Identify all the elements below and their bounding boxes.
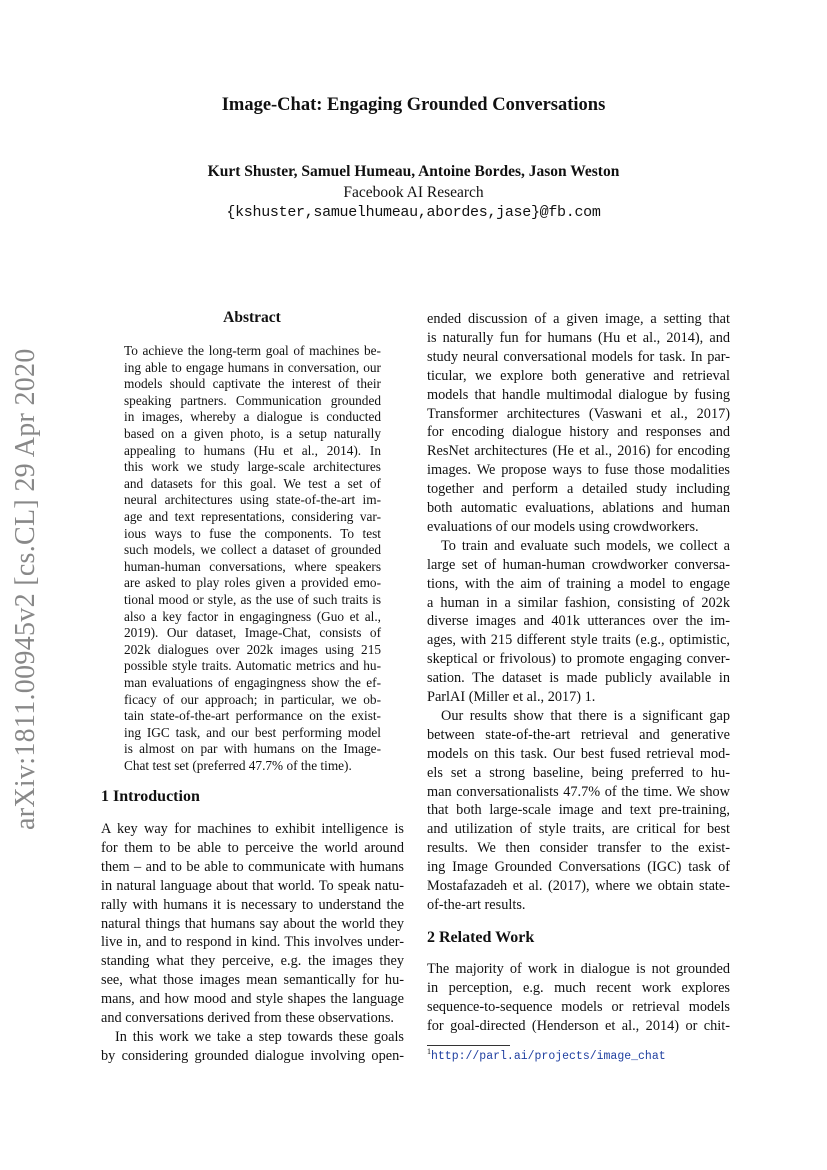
- author-emails: {kshuster,samuelhumeau,abordes,jase}@fb.com: [226, 204, 601, 221]
- right-column-line: models on this task. Our best fused retrieval mod-: [427, 745, 730, 762]
- abstract-line: such models, we collect a dataset of grounded: [124, 542, 381, 558]
- right-column-line: Mostafazadeh et al. (2017), where we obtain state-: [427, 878, 730, 894]
- right-column-line: both automatic evaluations, ablations and human: [427, 500, 730, 516]
- related-work-line: in perception, e.g. much recent work explores: [427, 979, 730, 996]
- abstract-line: are asked to play roles given a provided emo-: [124, 575, 381, 591]
- introduction-line: for them to be able to perceive the world around: [101, 839, 404, 856]
- introduction-line: and conversations derived from these observations.: [101, 1010, 395, 1026]
- abstract-line: age and text representations, considering var-: [124, 509, 381, 524]
- right-column-line: and utilization of style traits, are critical for best: [427, 821, 730, 838]
- author-list: Kurt Shuster, Samuel Humeau, Antoine Bordes, Jason Weston: [207, 163, 620, 180]
- right-column-line: a human in a similar fashion, consisting of 202k: [427, 594, 730, 611]
- introduction-line: rally with humans it is necessary to understand the: [101, 896, 404, 913]
- right-column-line: ing Image Grounded Conversations (IGC) task of: [427, 859, 730, 876]
- right-column-line: results. We then consider transfer to the exist-: [427, 840, 730, 857]
- abstract-line: ing able to engage humans in conversation, our: [124, 359, 381, 375]
- abstract-line: ious ways to fuse the components. To test: [124, 525, 381, 541]
- abstract-line: tain state-of-the-art performance on the exist-: [124, 708, 381, 724]
- right-column-line: is naturally fun for humans (Hu et al., 2014), and: [427, 329, 730, 346]
- right-column-line: large set of human-human crowdworker conversa-: [427, 556, 730, 573]
- right-column-line: Transformer architectures (Vaswani et al., 2017): [427, 405, 730, 422]
- abstract-line: is almost on par with humans on the Image-: [124, 741, 381, 757]
- abstract-line: in images, whereby a dialogue is conducted: [124, 409, 381, 425]
- right-column-line: ParlAI (Miller et al., 2017) 1.: [427, 689, 596, 705]
- abstract-line: and datasets for this goal. We test a set of: [124, 475, 381, 491]
- footnote-rule: [427, 1045, 510, 1046]
- abstract-line: man evaluations of engagingness show the ef-: [124, 675, 381, 690]
- footnote: [427, 1047, 666, 1063]
- abstract-line: To achieve the long-term goal of machines be-: [124, 343, 381, 358]
- right-column-line: ages, with 215 different style traits (e.g., optimistic,: [427, 632, 730, 649]
- introduction-line: standing what they perceive, e.g. the images they: [101, 953, 404, 970]
- right-column-line: ended discussion of a given image, a setting that: [427, 311, 730, 327]
- related-work-line: for goal-directed (Henderson et al., 2014) or chit-: [427, 1017, 730, 1034]
- introduction-line: In this work we take a step towards these goals: [115, 1028, 404, 1045]
- abstract-line: also a key factor in engagingness (Guo et al.,: [124, 608, 381, 624]
- introduction-line: live in, and to respond in kind. This involves under-: [101, 934, 404, 951]
- related-work-line: sequence-to-sequence models or retrieval models: [427, 998, 730, 1015]
- right-column-line: ResNet architectures (He et al., 2016) for encoding: [427, 443, 730, 460]
- introduction-line: see, what those images mean semantically for hu-: [101, 972, 404, 989]
- introduction-line: natural things that humans say about the world they: [101, 915, 404, 932]
- right-column-line: Our results show that there is a significant gap: [441, 707, 730, 724]
- right-column-line: skeptical or frivolous) to promote engaging conver-: [427, 651, 730, 668]
- introduction-line: them – and to be able to communicate with humans: [101, 858, 404, 875]
- abstract-line: ficacy of our approach; in particular, we ob-: [124, 691, 381, 707]
- right-column-line: sation. The dataset is made publicly available in: [427, 670, 730, 687]
- abstract-line: 202k dialogues over 202k images using 215: [124, 641, 381, 657]
- abstract-line: this work we study large-scale architectures: [124, 459, 381, 475]
- right-column-line: that both large-scale image and text pre-training,: [427, 802, 730, 819]
- right-column-line: man conversationalists 47.7% of the time. We show: [427, 783, 730, 800]
- abstract-line: models should captivate the interest of their: [124, 376, 381, 392]
- abstract-line: based on a given photo, is a setup naturally: [124, 426, 381, 441]
- right-column-line: diverse images and 401k utterances over the im-: [427, 613, 730, 630]
- abstract-line: neural architectures using state-of-the-art im-: [124, 492, 381, 508]
- abstract-line: Chat test set (preferred 47.7% of the time).: [124, 758, 352, 773]
- related-work-heading: 2 Related Work: [427, 929, 535, 946]
- affiliation: Facebook AI Research: [343, 184, 484, 201]
- abstract-line: possible style traits. Automatic metrics and hu-: [124, 658, 381, 674]
- right-column-line: study neural conversational models for task. In par-: [427, 348, 730, 365]
- abstract-line: human-human conversations, where speakers: [124, 558, 381, 574]
- introduction-line: mans, and how mood and style shapes the language: [101, 991, 404, 1008]
- right-column-line: ticular, we explore both generative and retrieval: [427, 367, 730, 384]
- abstract-line: tional mood or style, as the use of such traits is: [124, 592, 381, 607]
- introduction-line: A key way for machines to exhibit intelligence is: [101, 821, 404, 837]
- introduction-line: by considering grounded dialogue involving open-: [101, 1047, 404, 1064]
- abstract-line: appealing to humans (Hu et al., 2014). In: [124, 442, 381, 458]
- right-column-line: evaluations of our models using crowdworkers.: [427, 518, 699, 535]
- footnote-url[interactable]: http://parl.ai/projects/image_chat: [431, 1049, 666, 1063]
- right-column-line: els set a strong baseline, being preferred to hu-: [427, 764, 730, 781]
- introduction-line: in natural language about that world. To speak natu-: [101, 877, 404, 894]
- abstract-line: ing IGC task, and our best performing model: [124, 724, 381, 740]
- right-column-line: together and perform a detailed study including: [427, 481, 730, 498]
- abstract-heading: Abstract: [223, 309, 281, 326]
- right-column-line: tions, with the aim of training a model to engage: [427, 575, 730, 592]
- arxiv-stamp: arXiv:1811.00945v2 [cs.CL] 29 Apr 2020: [10, 348, 41, 830]
- footnote-mark: 1: [427, 1047, 431, 1056]
- related-work-line: The majority of work in dialogue is not grounded: [427, 961, 730, 977]
- abstract-line: speaking partners. Communication grounded: [124, 392, 381, 408]
- right-column-line: between state-of-the-art retrieval and generative: [427, 726, 730, 743]
- introduction-heading: 1 Introduction: [101, 788, 200, 805]
- abstract-line: 2019). Our dataset, Image-Chat, consists of: [124, 625, 381, 641]
- right-column-line: To train and evaluate such models, we collect a: [441, 537, 730, 554]
- right-column-line: models that handle multimodal dialogue by fusing: [427, 386, 730, 403]
- paper-title: Image-Chat: Engaging Grounded Conversations: [221, 95, 606, 115]
- right-column-line: images. We propose ways to fuse those modalities: [427, 462, 730, 479]
- right-column-line: for encoding dialogue history and responses and: [427, 424, 730, 441]
- right-column-line: of-the-art results.: [427, 896, 526, 913]
